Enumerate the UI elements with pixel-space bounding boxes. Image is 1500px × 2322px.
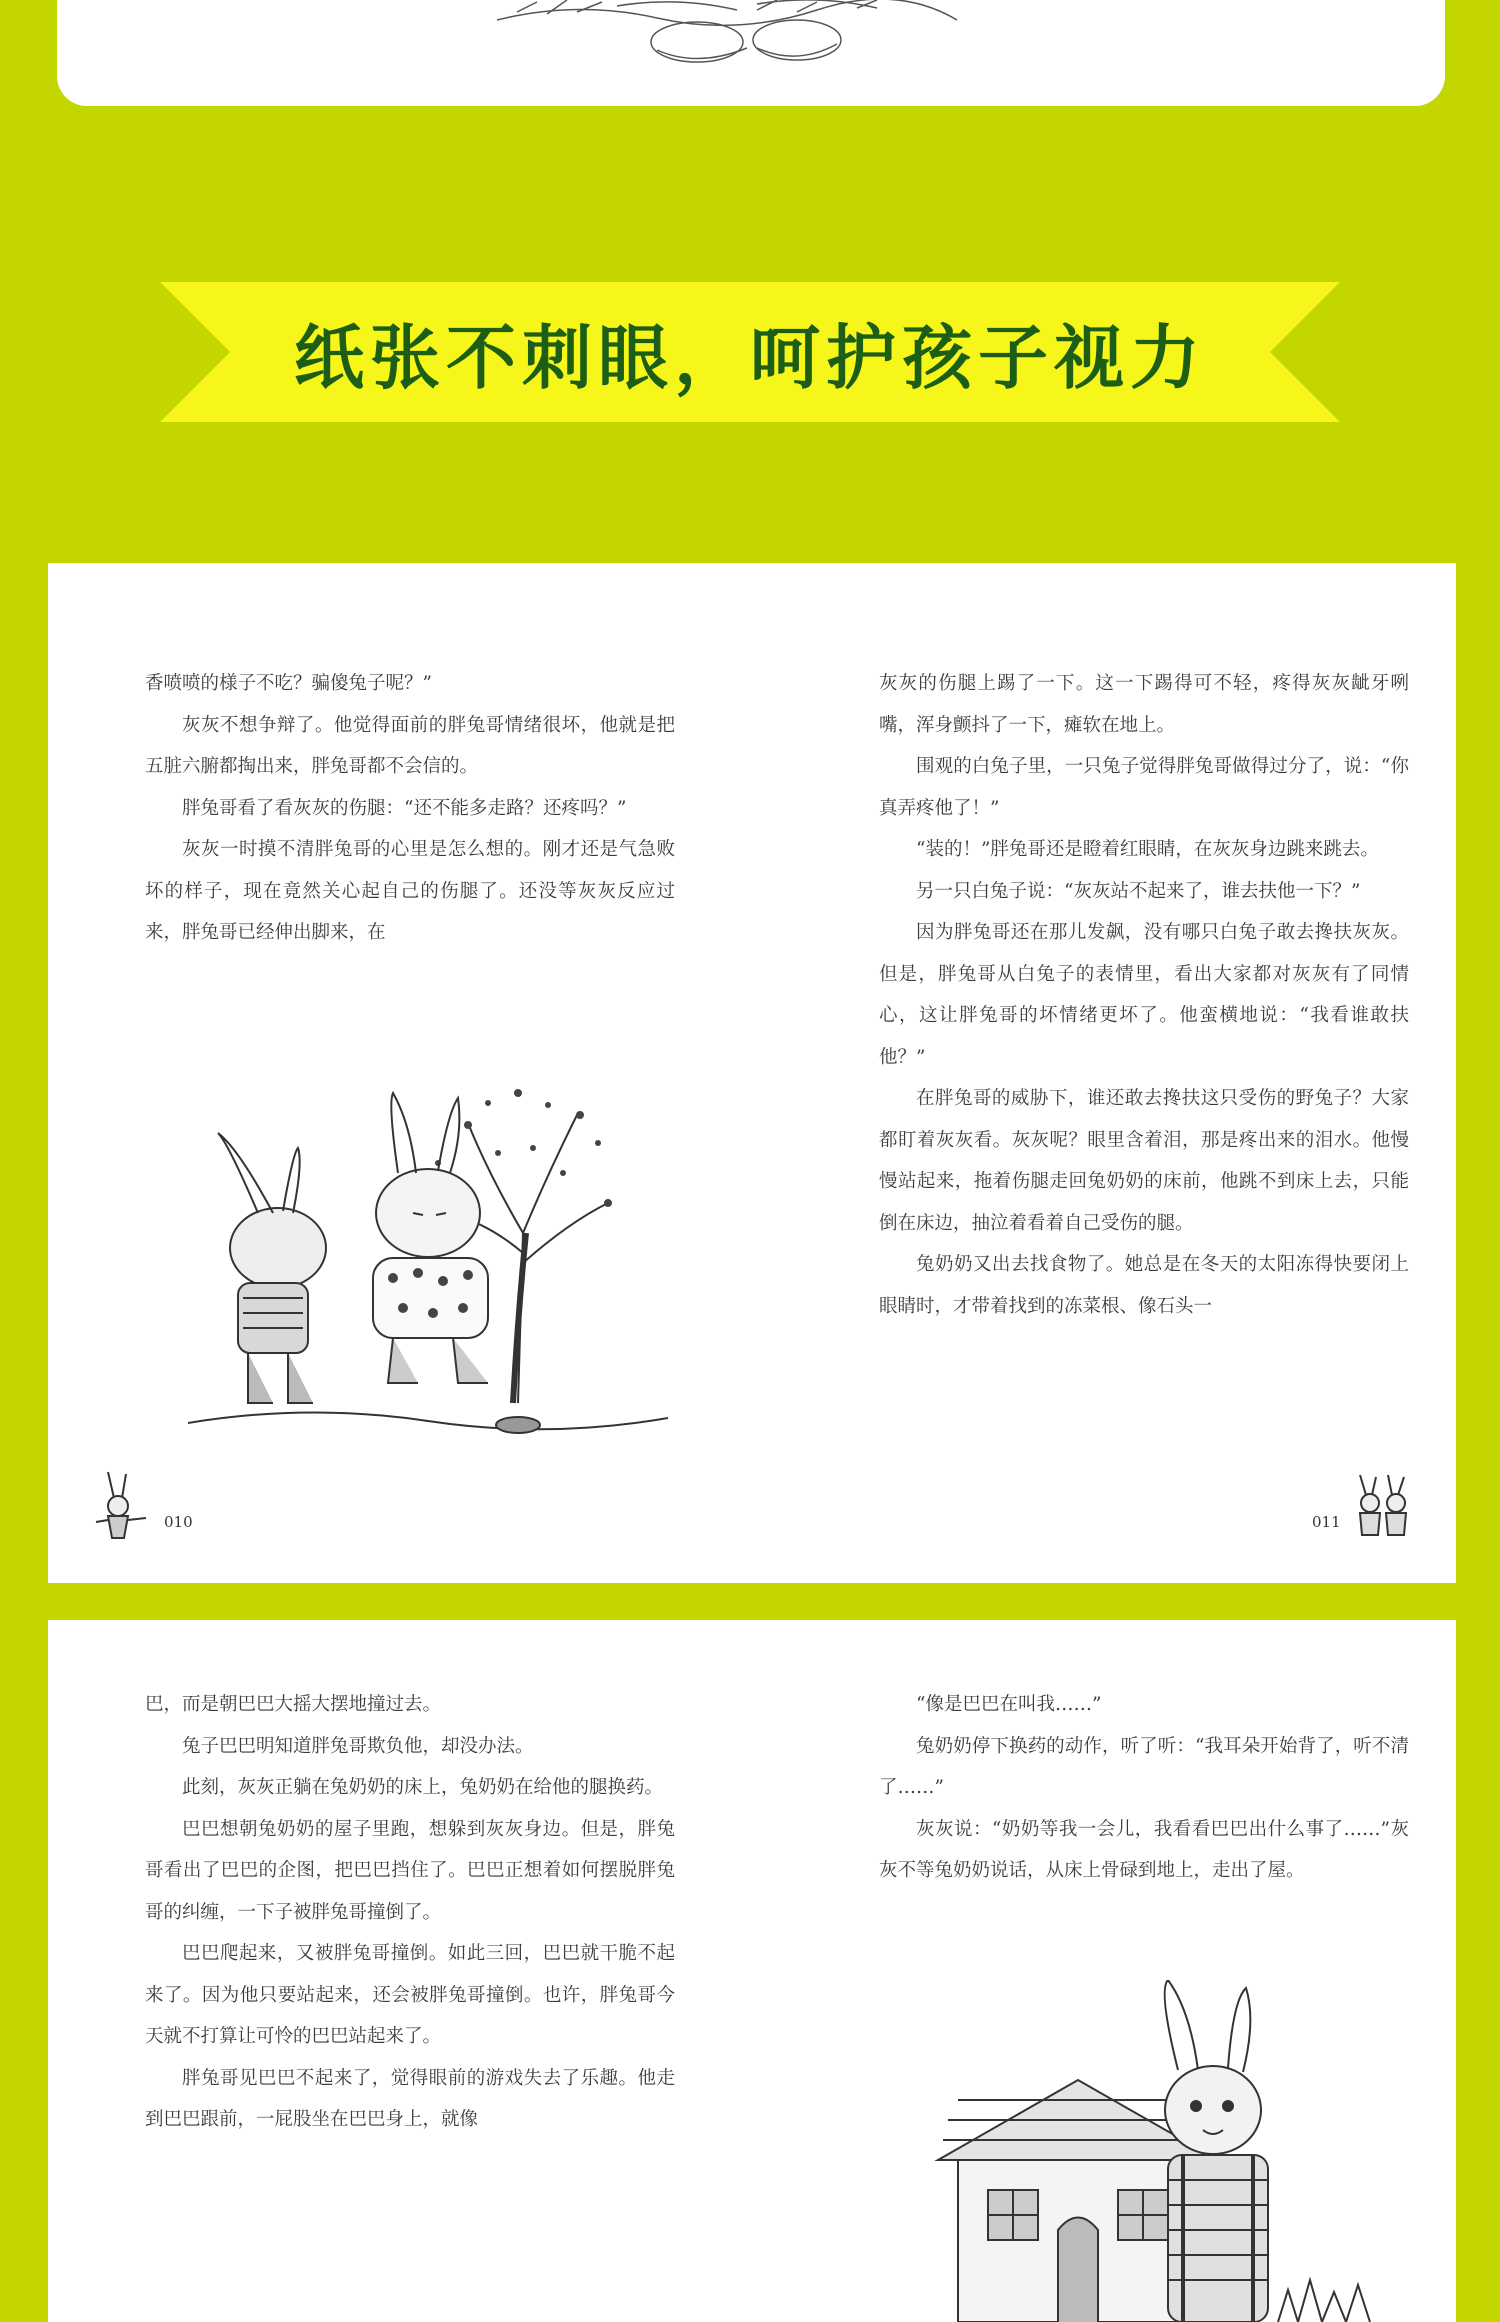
rabbits-corner-icon: [1348, 1473, 1418, 1543]
paragraph: “像是巴巴在叫我……”: [916, 1694, 1102, 1715]
book-spread-1: [48, 563, 1456, 1583]
page-011-text: [879, 663, 1409, 1327]
title-ribbon: [160, 282, 1340, 422]
paragraph: 巴巴爬起来，又被胖兔哥撞倒。如此三回，巴巴就干脆不起来了。因为他只要站起来，还会被胖兔哥撞倒。也许，胖兔哥今天就不打算让可怜的巴巴站起来了。: [145, 1943, 675, 2047]
paragraph: 灰灰的伤腿上踢了一下。这一下踢得可不轻，疼得灰灰龇牙咧嘴，浑身颤抖了一下，瘫软在地上。: [879, 673, 1409, 736]
paragraph: 围观的白兔子里，一只兔子觉得胖兔哥做得过分了，说：“你真弄疼他了！”: [879, 756, 1409, 819]
rabbit-corner-icon: [94, 1468, 150, 1548]
book-spread-2: [48, 1620, 1456, 2322]
paragraph: 因为胖兔哥还在那儿发飙，没有哪只白兔子敢去搀扶灰灰。但是，胖兔哥从白兔子的表情里，看出大家都对灰灰有了同情心，这让胖兔哥的坏情绪更坏了。他蛮横地说：“我看谁敢扶他？”: [879, 922, 1409, 1068]
page-number-010: 010: [164, 1513, 193, 1531]
top-rabbit-sketch: [57, 0, 1445, 106]
paragraph: 在胖兔哥的威胁下，谁还敢去搀扶这只受伤的野兔子？大家都盯着灰灰看。灰灰呢？眼里含着泪，那是疼出来的泪水。他慢慢站起来，拖着伤腿走回兔奶奶的床前，他跳不到床上去，只能倒在床边，抽泣着看着自己受伤的腿。: [879, 1088, 1409, 1234]
rabbit-house-illustration: [878, 1980, 1398, 2322]
paragraph: 灰灰不想争辩了。他觉得面前的胖兔哥情绪很坏，他就是把五脏六腑都掏出来，胖兔哥都不会信的。: [145, 714, 675, 777]
paragraph: “装的！”胖兔哥还是瞪着红眼睛，在灰灰身边跳来跳去。: [916, 839, 1379, 860]
banner-title: 纸张不刺眼，呵护孩子视力: [294, 316, 1206, 399]
page-number-011: 011: [1312, 1513, 1341, 1531]
page-012-text: [145, 1684, 675, 2141]
top-page-card: [57, 0, 1445, 106]
paragraph: 胖兔哥见巴巴不起来了，觉得眼前的游戏失去了乐趣。他走到巴巴跟前，一屁股坐在巴巴身上，就像: [145, 2067, 675, 2130]
rabbits-tree-illustration: [188, 1053, 668, 1443]
paragraph: 另一只白兔子说：“灰灰站不起来了，谁去扶他一下？”: [916, 880, 1361, 902]
paragraph: 兔子巴巴明知道胖兔哥欺负他，却没办法。: [182, 1735, 534, 1757]
paragraph: 灰灰说：“奶奶等我一会儿，我看看巴巴出什么事了……”灰灰不等兔奶奶说话，从床上骨碌到地上，走出了屋。: [879, 1818, 1409, 1881]
paragraph: 兔奶奶停下换药的动作，听了听：“我耳朵开始背了，听不清了……”: [879, 1735, 1409, 1798]
paragraph: 灰灰一时摸不清胖兔哥的心里是怎么想的。刚才还是气急败坏的样子，现在竟然关心起自己的伤腿了。还没等灰灰反应过来，胖兔哥已经伸出脚来，在: [145, 839, 675, 943]
paragraph: 巴，而是朝巴巴大摇大摆地撞过去。: [145, 1694, 442, 1715]
paragraph: 巴巴想朝兔奶奶的屋子里跑，想躲到灰灰身边。但是，胖兔哥看出了巴巴的企图，把巴巴挡住了。巴巴正想着如何摆脱胖兔哥的纠缠，一下子被胖兔哥撞倒了。: [145, 1818, 675, 1923]
paragraph: 兔奶奶又出去找食物了。她总是在冬天的太阳冻得快要闭上眼睛时，才带着找到的冻菜根、像石头一: [879, 1254, 1409, 1317]
paragraph: 胖兔哥看了看灰灰的伤腿：“还不能多走路？还疼吗？”: [182, 797, 627, 819]
page-010-text: [145, 663, 675, 954]
paragraph: 香喷喷的様子不吃？骗傻兔子呢？”: [145, 673, 432, 694]
paragraph: 此刻，灰灰正躺在兔奶奶的床上，兔奶奶在给他的腿换药。: [182, 1777, 664, 1798]
page-013-text: [879, 1684, 1409, 1892]
